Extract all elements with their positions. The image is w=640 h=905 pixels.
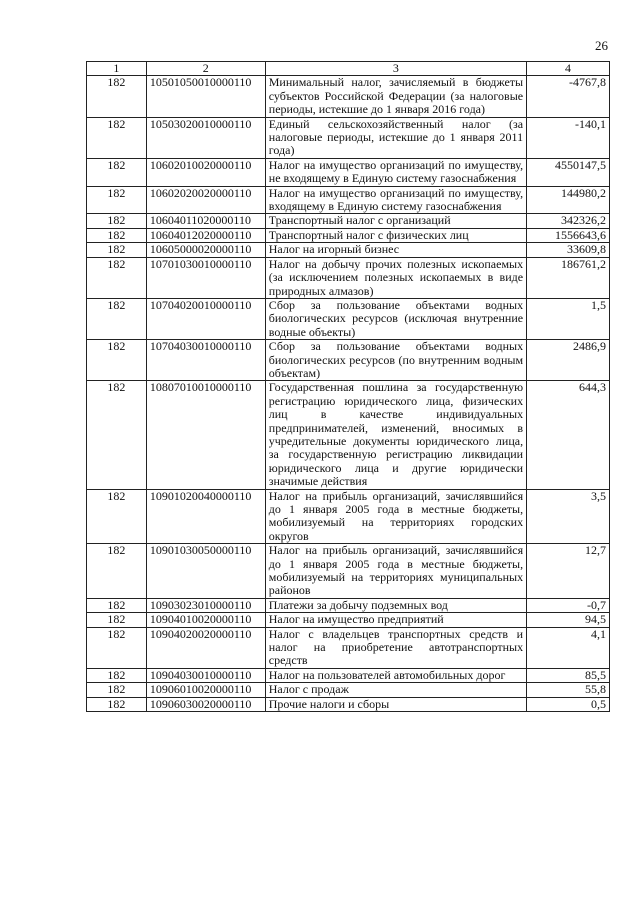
table-row bbox=[87, 76, 610, 117]
revenue-name-cell: Налог на прибыль организаций, зачислявшийся до 1 января 2005 года в местные бюджеты, мобилизуемый на территориях муниципальных районов bbox=[265, 544, 526, 599]
budget-code-cell: 10602020020000110 bbox=[146, 186, 265, 214]
budget-code-cell: 10906010020000110 bbox=[146, 683, 265, 697]
admin-code-cell: 182 bbox=[87, 489, 147, 544]
admin-code-cell: 182 bbox=[87, 668, 147, 682]
budget-code-cell: 10701030010000110 bbox=[146, 257, 265, 298]
revenue-name-cell: Налог с продаж bbox=[265, 683, 526, 697]
revenue-name-cell: Налог на прибыль организаций, зачислявшийся до 1 января 2005 года в местные бюджеты, мобилизуемый на территориях городских округов bbox=[265, 489, 526, 544]
revenue-name-cell: Единый сельскохозяйственный налог (за налоговые периоды, истекшие до 1 января 2011 года) bbox=[265, 117, 526, 158]
table-row bbox=[87, 117, 610, 158]
revenue-name-cell: Сбор за пользование объектами водных биологических ресурсов (по внутренним водным объектам) bbox=[265, 340, 526, 381]
revenue-name-cell: Налог на имущество предприятий bbox=[265, 613, 526, 627]
budget-code-cell: 10904030010000110 bbox=[146, 668, 265, 682]
table-row bbox=[87, 298, 610, 339]
admin-code-cell: 182 bbox=[87, 298, 147, 339]
table-row bbox=[87, 158, 610, 186]
page-number: 26 bbox=[595, 38, 608, 53]
column-header-2: 2 bbox=[146, 62, 265, 76]
admin-code-cell: 182 bbox=[87, 76, 147, 117]
table-row bbox=[87, 697, 610, 711]
revenue-name-cell: Налог с владельцев транспортных средств и налог на приобретение автотранспортных средств bbox=[265, 627, 526, 668]
budget-code-cell: 10901020040000110 bbox=[146, 489, 265, 544]
amount-cell: 342326,2 bbox=[527, 214, 610, 228]
admin-code-cell: 182 bbox=[87, 381, 147, 489]
table-row bbox=[87, 214, 610, 228]
table-row bbox=[87, 340, 610, 381]
amount-cell: -0,7 bbox=[527, 598, 610, 612]
table-row bbox=[87, 186, 610, 214]
amount-cell: 94,5 bbox=[527, 613, 610, 627]
column-header-3: 3 bbox=[265, 62, 526, 76]
table-row bbox=[87, 381, 610, 489]
budget-code-cell: 10904010020000110 bbox=[146, 613, 265, 627]
amount-cell: 33609,8 bbox=[527, 243, 610, 257]
admin-code-cell: 182 bbox=[87, 257, 147, 298]
amount-cell: 186761,2 bbox=[527, 257, 610, 298]
admin-code-cell: 182 bbox=[87, 544, 147, 599]
amount-cell: 85,5 bbox=[527, 668, 610, 682]
budget-code-cell: 10901030050000110 bbox=[146, 544, 265, 599]
revenue-name-cell: Налог на игорный бизнес bbox=[265, 243, 526, 257]
revenue-name-cell: Сбор за пользование объектами водных биологических ресурсов (исключая внутренние водные объекты) bbox=[265, 298, 526, 339]
budget-code-cell: 10604011020000110 bbox=[146, 214, 265, 228]
revenue-table bbox=[86, 61, 610, 712]
amount-cell: 644,3 bbox=[527, 381, 610, 489]
budget-code-cell: 10604012020000110 bbox=[146, 228, 265, 242]
revenue-name-cell: Транспортный налог с физических лиц bbox=[265, 228, 526, 242]
admin-code-cell: 182 bbox=[87, 186, 147, 214]
amount-cell: 0,5 bbox=[527, 697, 610, 711]
amount-cell: 12,7 bbox=[527, 544, 610, 599]
budget-code-cell: 10807010010000110 bbox=[146, 381, 265, 489]
amount-cell: 144980,2 bbox=[527, 186, 610, 214]
column-header-1: 1 bbox=[87, 62, 147, 76]
table-row bbox=[87, 668, 610, 682]
admin-code-cell: 182 bbox=[87, 158, 147, 186]
budget-code-cell: 10501050010000110 bbox=[146, 76, 265, 117]
revenue-name-cell: Налог на имущество организаций по имуществу, не входящему в Единую систему газоснабжения bbox=[265, 158, 526, 186]
admin-code-cell: 182 bbox=[87, 214, 147, 228]
table-row bbox=[87, 627, 610, 668]
admin-code-cell: 182 bbox=[87, 228, 147, 242]
revenue-name-cell: Минимальный налог, зачисляемый в бюджеты субъектов Российской Федерации (за налоговые периоды, истекшие до 1 января 2016 года) bbox=[265, 76, 526, 117]
admin-code-cell: 182 bbox=[87, 598, 147, 612]
table-row bbox=[87, 613, 610, 627]
admin-code-cell: 182 bbox=[87, 117, 147, 158]
admin-code-cell: 182 bbox=[87, 683, 147, 697]
budget-code-cell: 10503020010000110 bbox=[146, 117, 265, 158]
budget-code-cell: 10903023010000110 bbox=[146, 598, 265, 612]
table-row bbox=[87, 257, 610, 298]
amount-cell: 4550147,5 bbox=[527, 158, 610, 186]
table-row bbox=[87, 544, 610, 599]
table-row bbox=[87, 489, 610, 544]
table-header-row bbox=[87, 62, 610, 76]
revenue-name-cell: Транспортный налог с организаций bbox=[265, 214, 526, 228]
amount-cell: 55,8 bbox=[527, 683, 610, 697]
amount-cell: -140,1 bbox=[527, 117, 610, 158]
table-row bbox=[87, 243, 610, 257]
revenue-name-cell: Налог на добычу прочих полезных ископаемых (за исключением полезных ископаемых в виде природных алмазов) bbox=[265, 257, 526, 298]
table-row bbox=[87, 683, 610, 697]
amount-cell: -4767,8 bbox=[527, 76, 610, 117]
table-row bbox=[87, 598, 610, 612]
budget-code-cell: 10704030010000110 bbox=[146, 340, 265, 381]
table-body bbox=[87, 76, 610, 712]
budget-code-cell: 10704020010000110 bbox=[146, 298, 265, 339]
admin-code-cell: 182 bbox=[87, 613, 147, 627]
admin-code-cell: 182 bbox=[87, 697, 147, 711]
revenue-name-cell: Налог на пользователей автомобильных дорог bbox=[265, 668, 526, 682]
admin-code-cell: 182 bbox=[87, 243, 147, 257]
admin-code-cell: 182 bbox=[87, 627, 147, 668]
budget-code-cell: 10906030020000110 bbox=[146, 697, 265, 711]
table-row bbox=[87, 228, 610, 242]
amount-cell: 1,5 bbox=[527, 298, 610, 339]
amount-cell: 2486,9 bbox=[527, 340, 610, 381]
budget-code-cell: 10605000020000110 bbox=[146, 243, 265, 257]
revenue-name-cell: Налог на имущество организаций по имуществу, входящему в Единую систему газоснабжения bbox=[265, 186, 526, 214]
revenue-name-cell: Государственная пошлина за государственную регистрацию юридического лица, физических лиц в качестве индивидуальных предпринимателей, изменений, вносимых в учредительные документы юридического лица, за государственную регистрацию ликвидации юридического лица и другие юридически значимые действия bbox=[265, 381, 526, 489]
amount-cell: 4,1 bbox=[527, 627, 610, 668]
budget-code-cell: 10602010020000110 bbox=[146, 158, 265, 186]
revenue-name-cell: Прочие налоги и сборы bbox=[265, 697, 526, 711]
amount-cell: 1556643,6 bbox=[527, 228, 610, 242]
admin-code-cell: 182 bbox=[87, 340, 147, 381]
column-header-4: 4 bbox=[527, 62, 610, 76]
budget-code-cell: 10904020020000110 bbox=[146, 627, 265, 668]
revenue-name-cell: Платежи за добычу подземных вод bbox=[265, 598, 526, 612]
amount-cell: 3,5 bbox=[527, 489, 610, 544]
